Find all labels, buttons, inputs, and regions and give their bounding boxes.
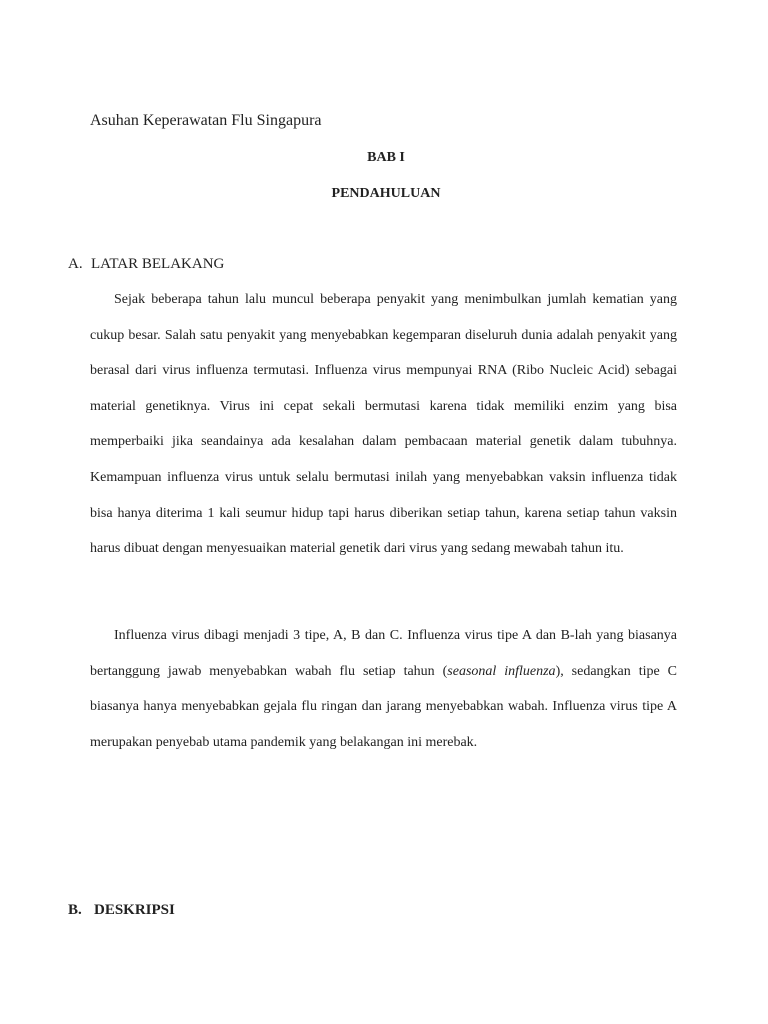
chapter-number: BAB I	[367, 150, 405, 165]
paragraph-2-italic-term: seasonal influenza	[447, 663, 556, 679]
section-a-number: A.	[68, 256, 83, 272]
chapter-title: PENDAHULUAN	[331, 186, 441, 201]
section-a-heading	[68, 256, 224, 273]
section-b-heading	[68, 902, 175, 919]
section-a-paragraph-1: Sejak beberapa tahun lalu muncul beberapa penyakit yang menimbulkan jumlah kematian yang cukup besar. Salah satu penyakit yang menyebabkan kegemparan diseluruh dunia adalah penyakit yang berasal dari virus influenza termutasi. Influenza virus mempunyai RNA (Ribo Nucleic Acid) sebagai material genetiknya. Virus ini cepat sekali bermutasi karena tidak memiliki enzim yang bisa memperbaiki jika seandainya ada kesalahan dalam pembacaan material genetik dalam tubuhnya. Kemampuan influenza virus untuk selalu bermutasi inilah yang menyebabkan vaksin influenza tidak bisa hanya diterima 1 kali seumur hidup tapi harus diberikan setiap tahun, karena setiap tahun vaksin harus dibuat dengan menyesuaikan material genetik dari virus yang sedang mewabah tahun itu.	[90, 292, 677, 557]
section-b-number: B.	[68, 902, 82, 918]
section-a-title: LATAR BELAKANG	[91, 256, 225, 272]
paragraph-2-text-end: ), sedangkan tipe C biasanya hanya menyebabkan gejala flu ringan dan jarang menyebabkan wabah. Influenza virus tipe A merupakan penyebab utama pandemik yang belakangan ini merebak.	[90, 663, 677, 750]
section-a-paragraph-2	[90, 618, 677, 760]
paragraph-2-text-start: Influenza virus dibagi menjadi 3 tipe, A, B dan C. Influenza virus tipe A dan B-lah yang biasanya bertanggung jawab menyebabkan wabah flu setiap tahun (	[90, 628, 677, 679]
section-b-title: DESKRIPSI	[94, 902, 175, 918]
document-title: Asuhan Keperawatan Flu Singapura	[90, 112, 322, 129]
